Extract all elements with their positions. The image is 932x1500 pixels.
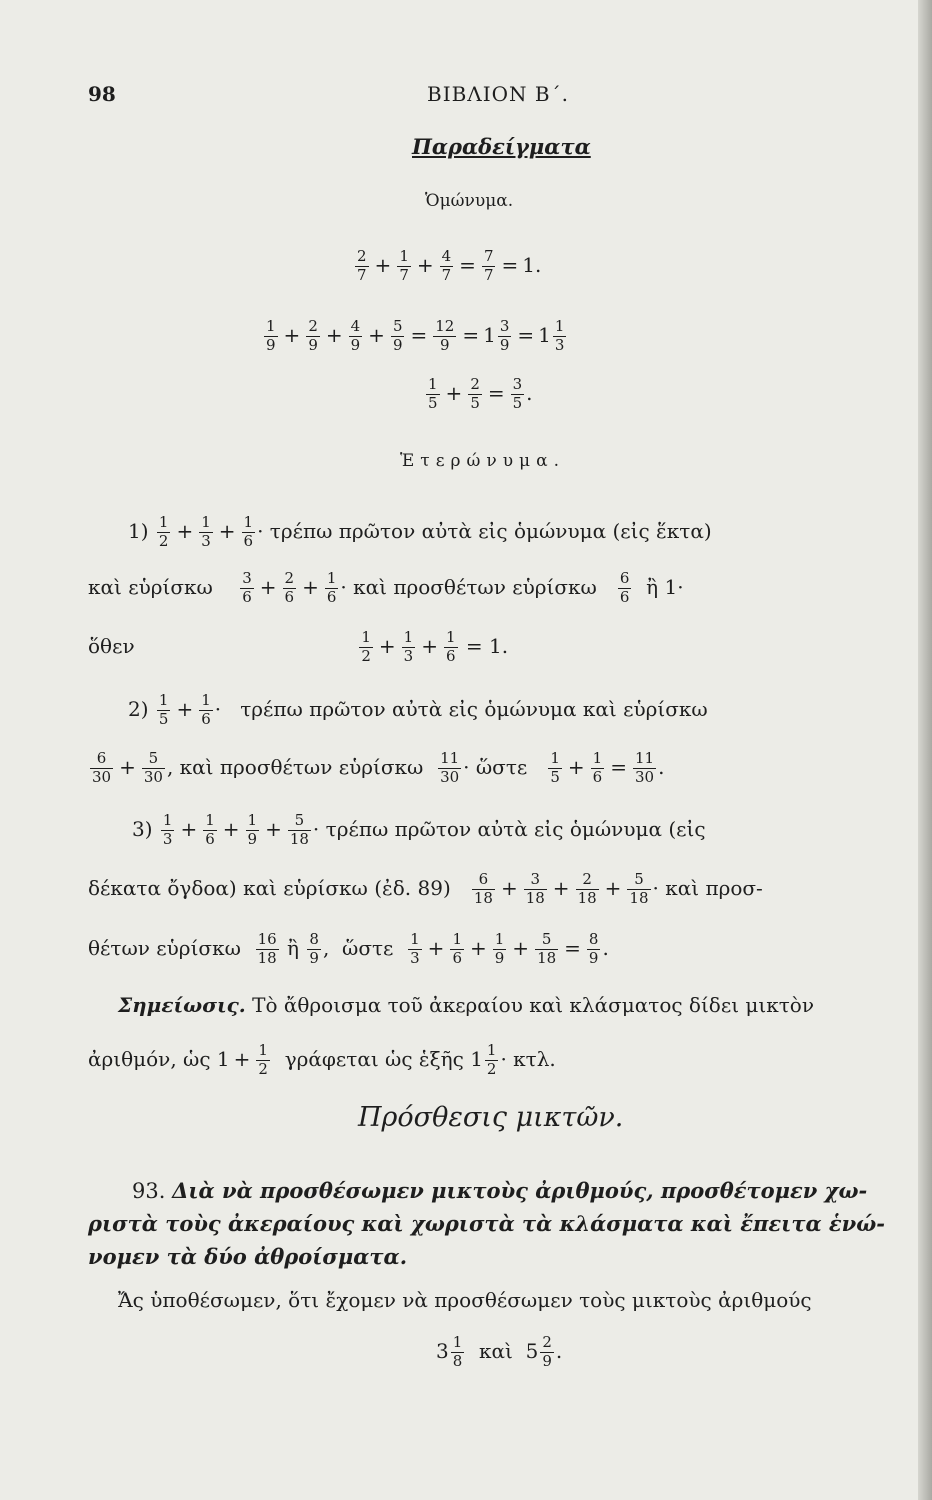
fraction: $\frac{4}{9}$	[350, 317, 361, 354]
fraction: $\frac{1}{2}$	[486, 1041, 497, 1078]
fraction: $\frac{2}{9}$	[542, 1333, 552, 1370]
running-title: ΒΙΒΛΙΟΝ Β΄.	[427, 82, 569, 106]
fraction: $\frac{1}{3}$	[410, 930, 420, 967]
heteronyma-subtitle: Ἑτερώνυμα.	[400, 451, 565, 471]
fraction: $\frac{1}{9}$	[247, 811, 258, 848]
fraction: $\frac{1}{9}$	[266, 317, 276, 354]
fraction: $\frac{5}{18}$	[629, 870, 649, 907]
fraction: $\frac{1}{8}$	[452, 1333, 463, 1370]
note-label: Σημείωσις.	[118, 993, 246, 1017]
fraction: $\frac{1}{3}$	[162, 811, 173, 848]
fraction: $\frac{1}{3}$	[403, 628, 414, 665]
para-93-line-4: Ἄς ὑποθέσωμεν, ὅτι ἔχομεν νὰ προσθέσωμεν τοὺς μικτοὺς ἀριθμούς	[118, 1288, 812, 1312]
mixed-numbers-example: 3 $\frac{1}{8}$ καὶ 5 $\frac{2}{9}$ .	[436, 1333, 563, 1370]
fraction: $\frac{2}{5}$	[470, 375, 480, 412]
example-3-line-2: δέκατα ὄγδοα) καὶ εὑρίσκω (ἐδ. 89) $\frac{6}{18}$ + $\frac{3}{18}$ + $\frac{2}{18}$ + $\frac{5}{18}$ · καὶ προσ-	[88, 870, 763, 907]
fraction: $\frac{1}{6}$	[243, 513, 254, 550]
fraction: $\frac{12}{9}$	[435, 317, 455, 354]
fraction: $\frac{2}{18}$	[577, 870, 597, 907]
fraction: $\frac{3}{6}$	[242, 569, 252, 606]
fraction: $\frac{1}{6}$	[452, 930, 462, 967]
fraction: $\frac{1}{2}$	[158, 513, 169, 550]
fraction: $\frac{8}{9}$	[309, 930, 319, 967]
fraction: $\frac{1}{6}$	[326, 569, 337, 606]
fraction: $\frac{1}{5}$	[428, 375, 438, 412]
section-heading: Πρόσθεσις μικτῶν.	[358, 1102, 624, 1133]
homonyma-equation-2: $\frac{1}{9}$ + $\frac{2}{9}$ + $\frac{4}{9}$ + $\frac{5}{9}$ = $\frac{12}{9}$ = 1 $\frac{3}{9}$ = 1 $\frac{1}{3}$	[266, 317, 565, 354]
fraction: $\frac{1}{3}$	[554, 317, 565, 354]
fraction: $\frac{2}{6}$	[284, 569, 295, 606]
para-93-line-1: 93. Διὰ νὰ προσθέσωμεν μικτοὺς ἀριθμούς, προσθέτομεν χω-	[132, 1178, 868, 1203]
fraction: $\frac{3}{18}$	[525, 870, 545, 907]
fraction: $\frac{1}{5}$	[158, 691, 169, 728]
fraction: $\frac{5}{30}$	[143, 749, 163, 786]
examples-heading: Παραδείγματα	[412, 134, 591, 159]
example-3-line-3: θέτων εὑρίσκω $\frac{16}{18}$ ἢ $\frac{8}{9}$ , ὥστε $\frac{1}{3}$ + $\frac{1}{6}$ + $\frac{1}{9}$ + $\frac{5}{18}$ = $\frac{8}{9}$ .	[88, 930, 609, 967]
fraction: $\frac{5}{9}$	[392, 317, 403, 354]
fraction: $\frac{2}{7}$	[357, 247, 367, 284]
fraction: $\frac{8}{9}$	[588, 930, 599, 967]
example-1-line-1: 1) $\frac{1}{2}$ + $\frac{1}{3}$ + $\frac{1}{6}$ · τρέπω πρῶτον αὐτὰ εἰς ὁμώνυμα (εἰς ἕκτα)	[128, 513, 712, 550]
fraction: $\frac{5}{18}$	[537, 930, 557, 967]
homonyma-equation-3: $\frac{1}{5}$ + $\frac{2}{5}$ = $\frac{3}{5}$ .	[428, 375, 533, 412]
fraction: $\frac{1}{5}$	[550, 749, 560, 786]
example-2-line-2: $\frac{6}{30}$ + $\frac{5}{30}$ , καὶ προσθέτων εὑρίσκω $\frac{11}{30}$ · ὥστε $\frac{1}{5}$ + $\frac{1}{6}$ = $\frac{11}{30}$ .	[92, 749, 665, 786]
fraction: $\frac{1}{7}$	[399, 247, 409, 284]
homonyma-subtitle: Ὁμώνυμα.	[425, 191, 514, 211]
example-1-line-2: καὶ εὑρίσκω $\frac{3}{6}$ + $\frac{2}{6}$ + $\frac{1}{6}$ · καὶ προσθέτων εὑρίσκω $\frac{6}{6}$ ἢ 1·	[88, 569, 684, 606]
fraction: $\frac{2}{9}$	[308, 317, 318, 354]
fraction: $\frac{5}{18}$	[289, 811, 309, 848]
fraction: $\frac{1}{3}$	[201, 513, 211, 550]
para-93-line-2: ριστὰ τοὺς ἀκεραίους καὶ χωριστὰ τὰ κλάσματα καὶ ἔπειτα ἑνώ-	[88, 1211, 885, 1236]
example-2-line-1: 2) $\frac{1}{5}$ + $\frac{1}{6}$ · τρέπω πρῶτον αὐτὰ εἰς ὁμώνυμα καὶ εὑρίσκω	[128, 691, 708, 728]
fraction: $\frac{1}{2}$	[258, 1041, 268, 1078]
fraction: $\frac{1}{6}$	[445, 628, 456, 665]
fraction: $\frac{11}{30}$	[440, 749, 460, 786]
fraction: $\frac{1}{9}$	[494, 930, 505, 967]
fraction: $\frac{3}{9}$	[499, 317, 510, 354]
fraction: $\frac{1}{6}$	[201, 691, 211, 728]
example-1-line-3: ὅθεν $\frac{1}{2}$ + $\frac{1}{3}$ + $\frac{1}{6}$ = 1.	[88, 628, 509, 665]
fraction: $\frac{16}{18}$	[257, 930, 277, 967]
fraction: $\frac{6}{6}$	[619, 569, 630, 606]
page-edge-shadow	[918, 0, 932, 1500]
fraction: $\frac{1}{6}$	[205, 811, 215, 848]
fraction: $\frac{4}{7}$	[441, 247, 452, 284]
para-93-number: 93.	[132, 1179, 166, 1203]
example-3-line-1: 3) $\frac{1}{3}$ + $\frac{1}{6}$ + $\frac{1}{9}$ + $\frac{5}{18}$ · τρέπω πρῶτον αὐτὰ εἰς ὁμώνυμα (εἰς	[132, 811, 706, 848]
note-line-1: Σημείωσις. Τὸ ἄθροισμα τοῦ ἀκεραίου καὶ κλάσματος δίδει μικτὸν	[118, 993, 815, 1017]
note-line-2: ἀριθμόν, ὡς 1 + $\frac{1}{2}$ γράφεται ὡς ἑξῆς 1 $\frac{1}{2}$ · κτλ.	[88, 1041, 556, 1078]
fraction: $\frac{1}{2}$	[361, 628, 371, 665]
fraction: $\frac{6}{18}$	[473, 870, 493, 907]
fraction: $\frac{11}{30}$	[634, 749, 655, 786]
homonyma-equation-1: $\frac{2}{7}$ + $\frac{1}{7}$ + $\frac{4}{7}$ = $\frac{7}{7}$ = 1.	[357, 247, 542, 284]
fraction: $\frac{3}{5}$	[512, 375, 523, 412]
para-93-line-3: νομεν τὰ δύο ἀθροίσματα.	[88, 1244, 408, 1269]
page-number: 98	[88, 82, 116, 106]
fraction: $\frac{7}{7}$	[483, 247, 494, 284]
fraction: $\frac{1}{6}$	[592, 749, 603, 786]
fraction: $\frac{6}{30}$	[92, 749, 112, 786]
